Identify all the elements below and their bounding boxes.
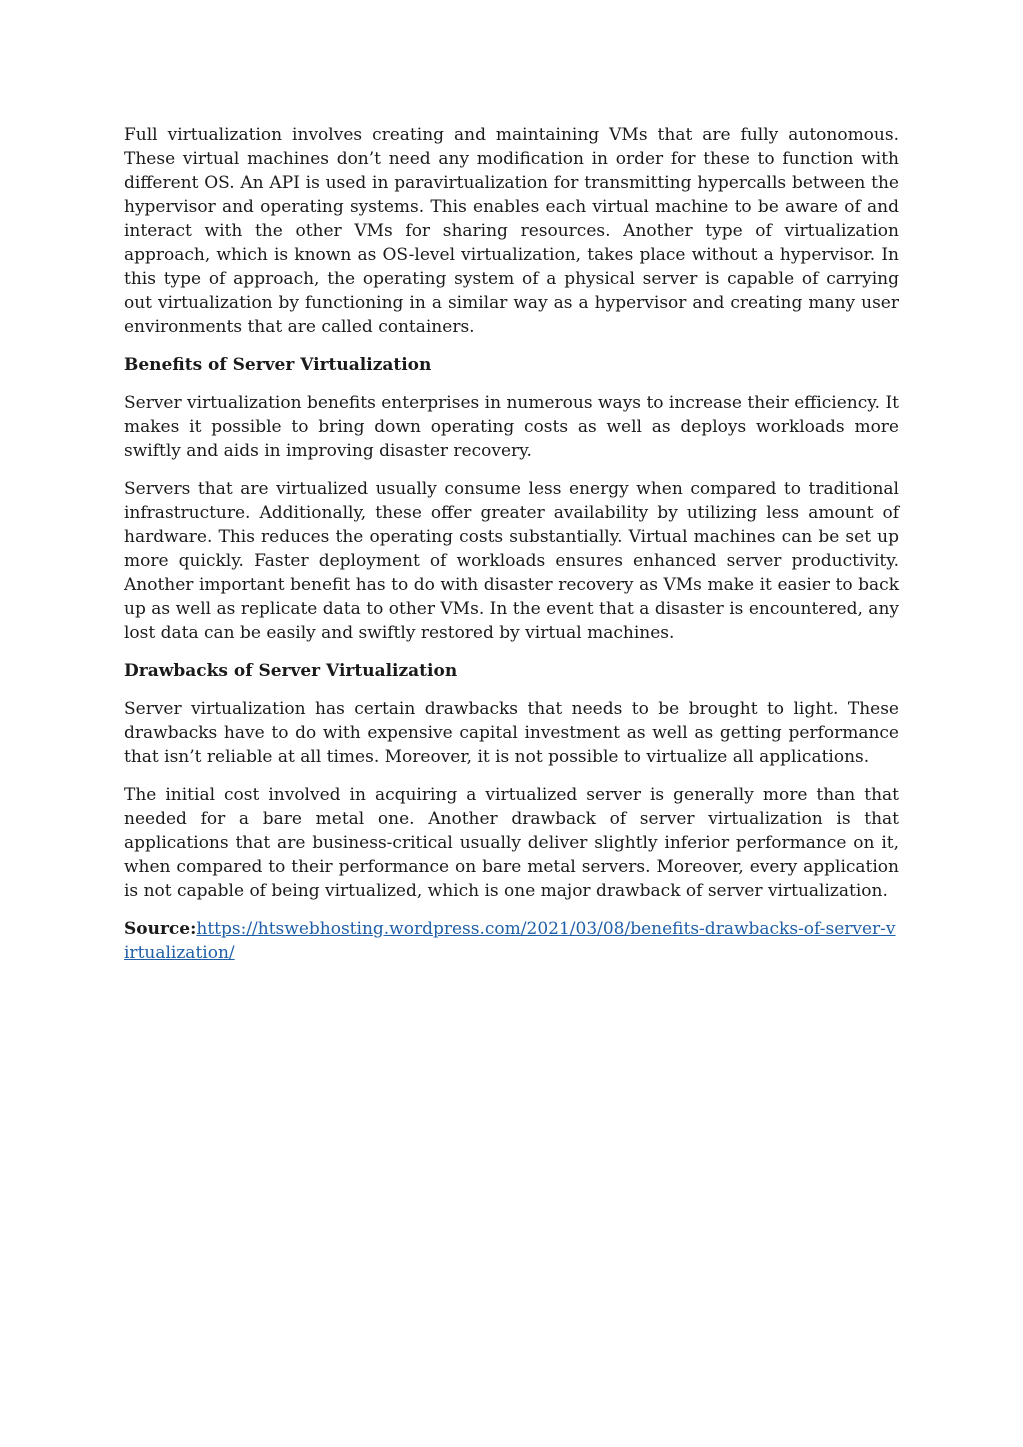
document-page: [124, 123, 899, 979]
source-link[interactable]: https://htswebhosting.wordpress.com/2021/03/08/benefits-drawbacks-of-server-virtualization/: [124, 919, 896, 963]
source-label: Source:: [124, 919, 197, 939]
intro-paragraph: Full virtualization involves creating and maintaining VMs that are fully autonomous. These virtual machines don’t need any modification in order for these to function with different OS. An API is used in paravirtualization for transmitting hypercalls between the hypervisor and operating systems. This enables each virtual machine to be aware of and interact with the other VMs for sharing resources. Another type of virtualization approach, which is known as OS-level virtualization, takes place without a hypervisor. In this type of approach, the operating system of a physical server is capable of carrying out virtualization by functioning in a similar way as a hypervisor and creating many user environments that are called containers.: [124, 125, 899, 337]
benefits-paragraph-2: Servers that are virtualized usually consume less energy when compared to traditional infrastructure. Additionally, these offer greater availability by utilizing less amount of hardware. This reduces the operating costs substantially. Virtual machines can be set up more quickly. Faster deployment of workloads ensures enhanced server productivity. Another important benefit has to do with disaster recovery as VMs make it easier to back up as well as replicate data to other VMs. In the event that a disaster is encountered, any lost data can be easily and swiftly restored by virtual machines.: [124, 479, 899, 643]
drawbacks-paragraph-1: Server virtualization has certain drawbacks that needs to be brought to light. These drawbacks have to do with expensive capital investment as well as getting performance that isn’t reliable at all times. Moreover, it is not possible to virtualize all applications.: [124, 699, 899, 767]
source-line: [124, 917, 899, 965]
benefits-heading: Benefits of Server Virtualization: [124, 355, 432, 375]
drawbacks-heading: Drawbacks of Server Virtualization: [124, 661, 458, 681]
benefits-paragraph-1: Server virtualization benefits enterprises in numerous ways to increase their efficiency. It makes it possible to bring down operating costs as well as deploys workloads more swiftly and aids in improving disaster recovery.: [124, 393, 899, 461]
drawbacks-paragraph-2: The initial cost involved in acquiring a virtualized server is generally more than that needed for a bare metal one. Another drawback of server virtualization is that applications that are business-critical usually deliver slightly inferior performance on it, when compared to their performance on bare metal servers. Moreover, every application is not capable of being virtualized, which is one major drawback of server virtualization.: [124, 785, 899, 901]
